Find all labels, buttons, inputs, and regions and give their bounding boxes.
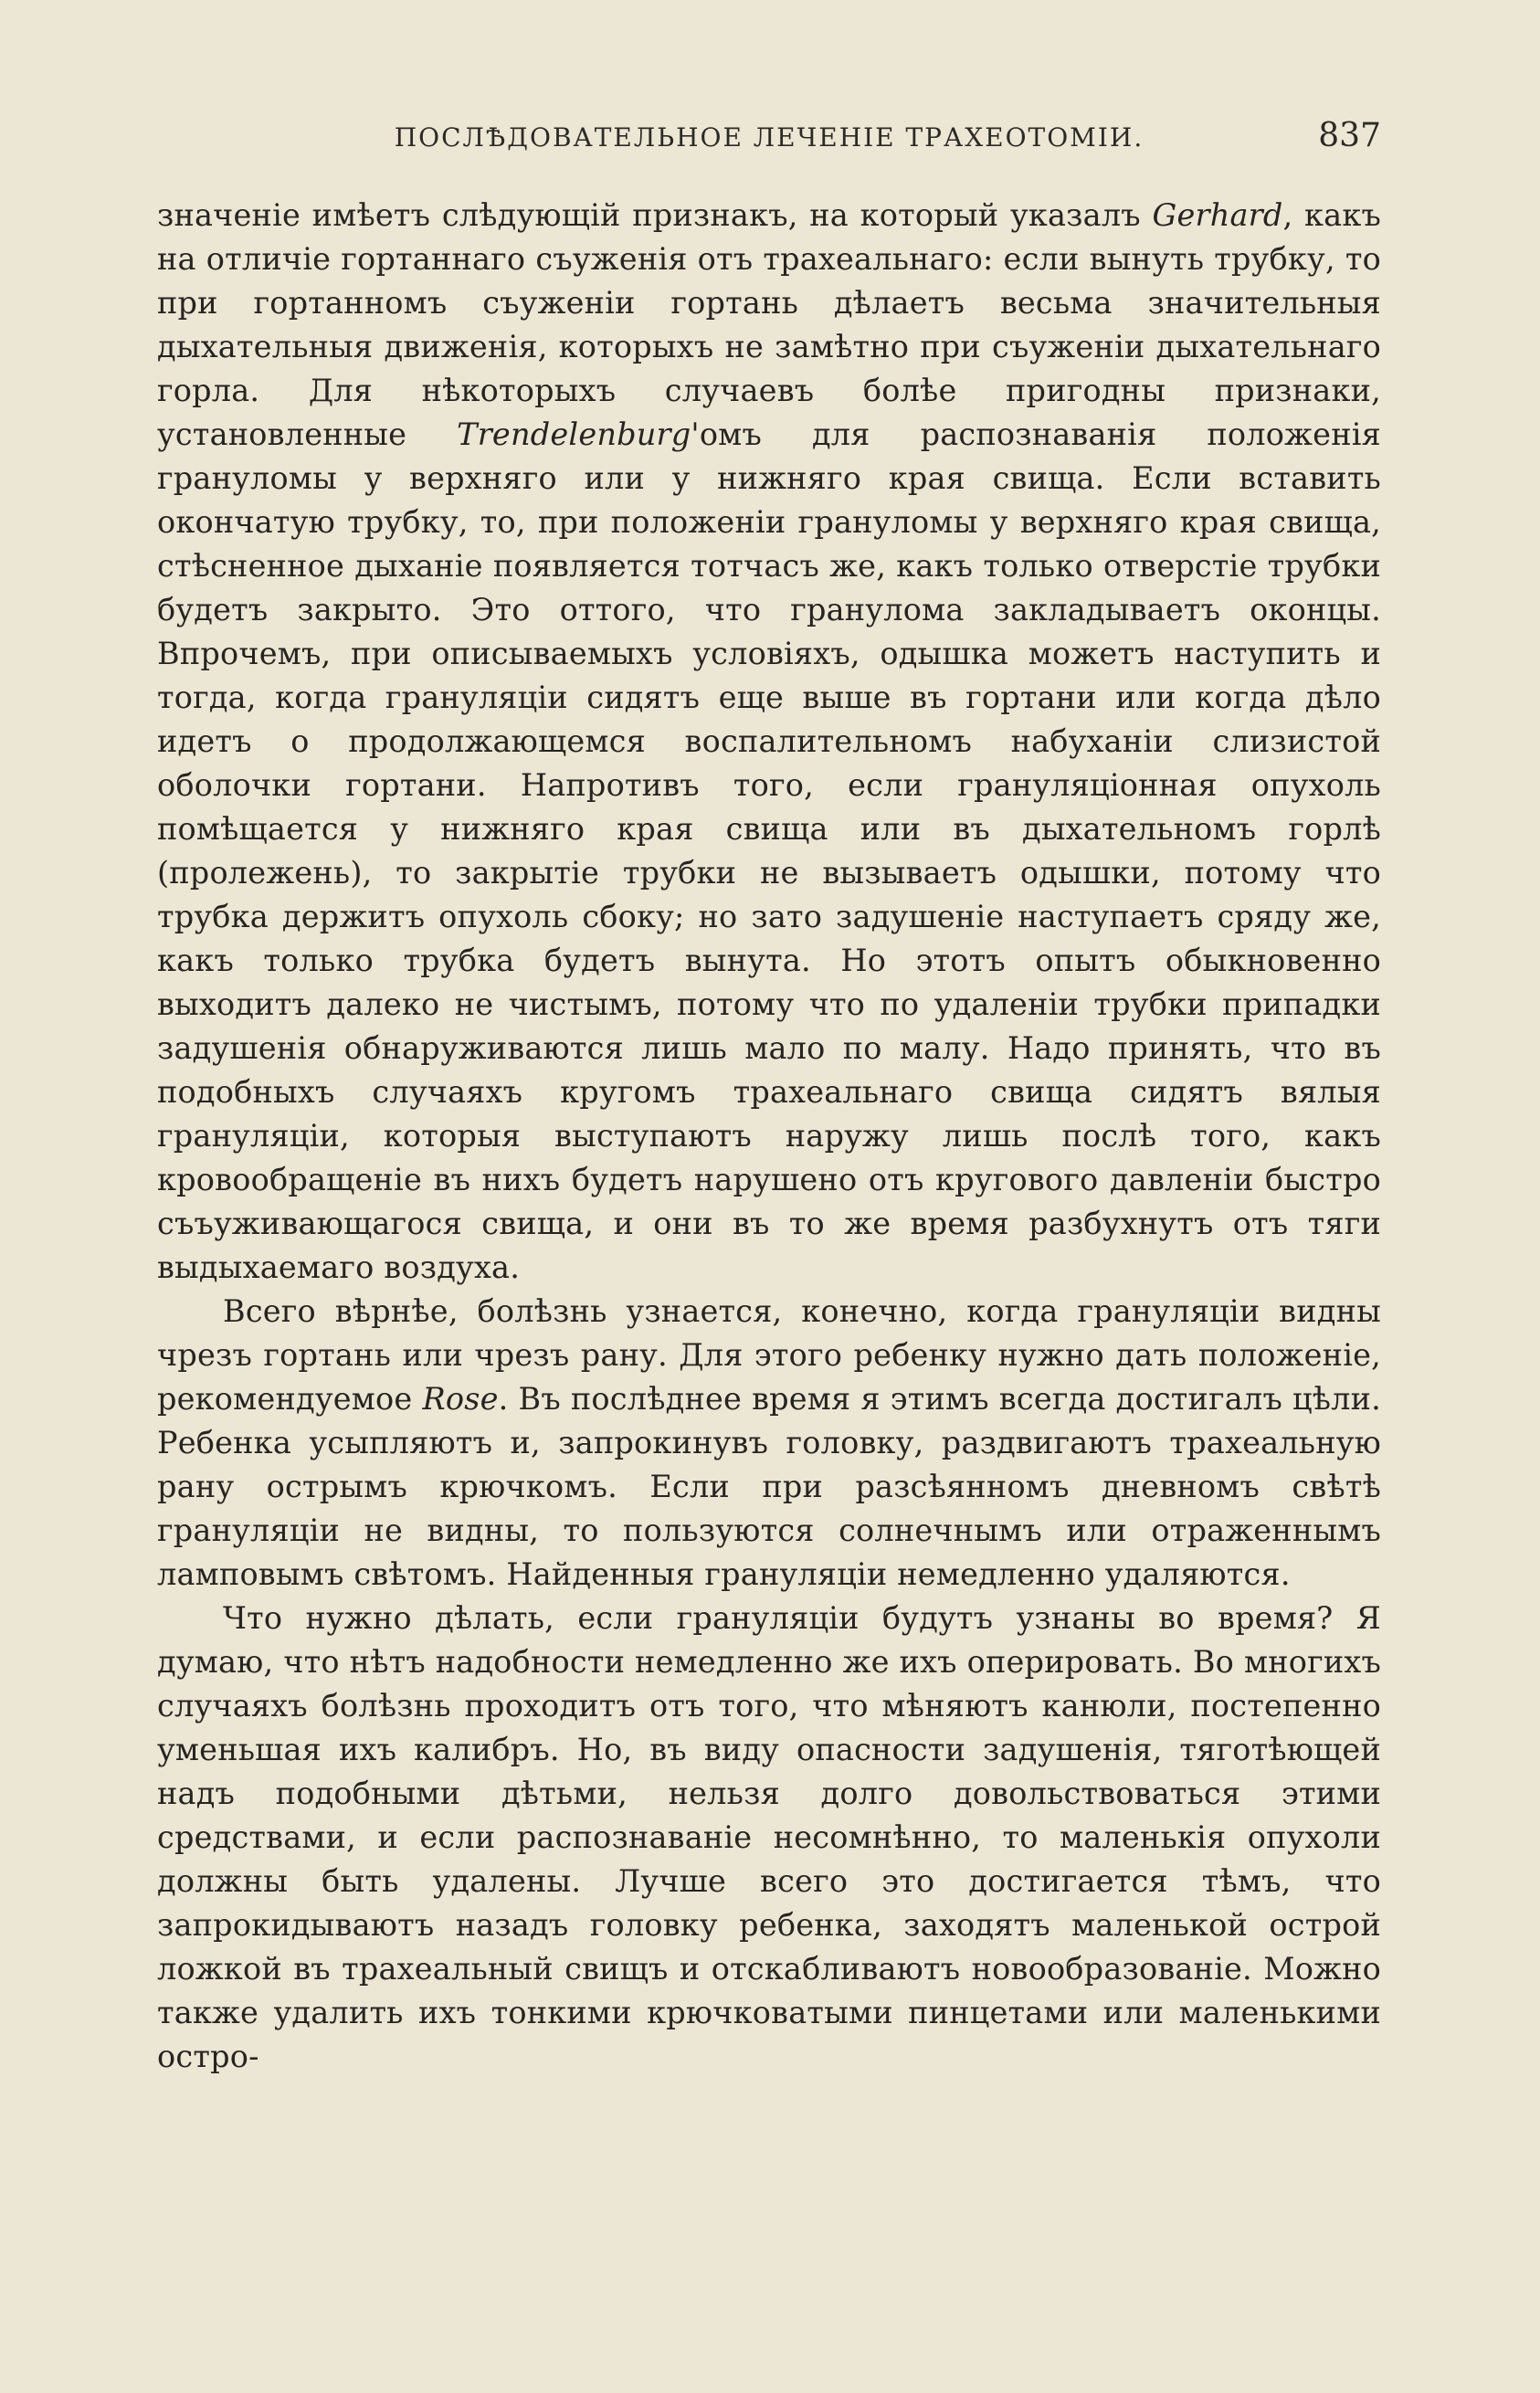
text-segment: Всего вѣрнѣе, болѣзнь узнается, конечно, когда грануляціи видны чрезъ гортань или чрезъ рану. Для этого ребенку нужно дать положеніе, рекомендуемое xyxy=(157,1293,1381,1417)
text-segment: значеніе имѣетъ слѣдующій признакъ, на который указалъ xyxy=(157,197,1153,233)
text-segment: 'омъ для распознаванія положенія грануломы у верхняго или у нижняго края свища. Если вставить окончатую трубку, то, при положеніи грануломы у верхняго края свища, стѣсненное дыханіе появляется тотчасъ же, какъ только отверстіе трубки будетъ закрыто. Это оттого, что гранулома закладываетъ оконцы. Впрочемъ, при описываемыхъ условіяхъ, одышка можетъ наступить и тогда, когда грануляціи сидятъ еще выше въ гортани или когда дѣло идетъ о продолжающемся воспалительномъ набуханіи слизистой оболочки гортани. Напротивъ того, если грануляціонная опухоль помѣщается у нижняго края свища или въ дыхательномъ горлѣ (пролежень), то закрытіе трубки не вызываетъ одышки, потому что трубка держитъ опухоль сбоку; но зато задушеніе наступаетъ сряду же, какъ только трубка будетъ вынута. Но этотъ опытъ обыкновенно выходитъ далеко не чистымъ, потому что по удаленіи трубки припадки задушенія обнаруживаются лишь мало по малу. Надо принять, что въ подобныхъ случаяхъ кругомъ трахеальнаго свища сидятъ вялыя грануляціи, которыя выступаютъ наружу лишь послѣ того, какъ кровообращеніе въ нихъ будетъ нарушено отъ кругового давленіи быстро съъуживающагося свища, и они въ то же время разбухнутъ отъ тяги выдыхаемаго воздуха. xyxy=(157,416,1381,1285)
paragraph-3 xyxy=(157,1597,1381,2079)
author-name-trendelenburg: Trendelenburg xyxy=(457,416,691,452)
paragraph-1 xyxy=(157,194,1381,1290)
text-segment: , какъ на отличіе гортаннаго съуженія отъ трахеальнаго: если вынуть трубку, то при гортанномъ съуженіи гортань дѣлаетъ весьма значительныя дыхательныя движенія, которыхъ не замѣтно при съуженіи дыхательнаго горла. Для нѣкоторыхъ случаевъ болѣе пригодны признаки, установленные xyxy=(157,197,1381,452)
author-name-rose: Rose xyxy=(422,1381,499,1417)
page-number: 837 xyxy=(1318,117,1381,154)
paragraph-2 xyxy=(157,1290,1381,1597)
body-text xyxy=(157,194,1381,2079)
page-header xyxy=(157,113,1381,168)
author-name-gerhard: Gerhard xyxy=(1152,197,1283,233)
text-segment: Что нужно дѣлать, если грануляціи будутъ узнаны во время? Я думаю, что нѣтъ надобности немедленно же ихъ оперировать. Во многихъ случаяхъ болѣзнь проходитъ отъ того, что мѣняютъ канюли, постепенно уменьшая ихъ калибръ. Но, въ виду опасности задушенія, тяготѣющей надъ подобными дѣтьми, нельзя долго довольствоваться этими средствами, и если распознаваніе несомнѣнно, то маленькія опухоли должны быть удалены. Лучше всего это достигается тѣмъ, что запрокидываютъ назадъ головку ребенка, заходятъ маленькой острой ложкой въ трахеальный свищъ и отскабливаютъ новообразованіе. Можно также удалить ихъ тонкими крючковатыми пинцетами или маленькими остро- xyxy=(157,1600,1381,2074)
running-title: ПОСЛѢДОВАТЕЛЬНОЕ ЛЕЧЕНІЕ ТРАХЕОТОМІИ. xyxy=(394,122,1144,153)
text-segment: . Въ послѣднее время я этимъ всегда достигалъ цѣли. Ребенка усыпляютъ и, запрокинувъ головку, раздвигаютъ трахеальную рану острымъ крючкомъ. Если при разсѣянномъ дневномъ свѣтѣ грануляціи не видны, то пользуются солнечнымъ или отраженнымъ ламповымъ свѣтомъ. Найденныя грануляціи немедленно удаляются. xyxy=(157,1381,1382,1592)
